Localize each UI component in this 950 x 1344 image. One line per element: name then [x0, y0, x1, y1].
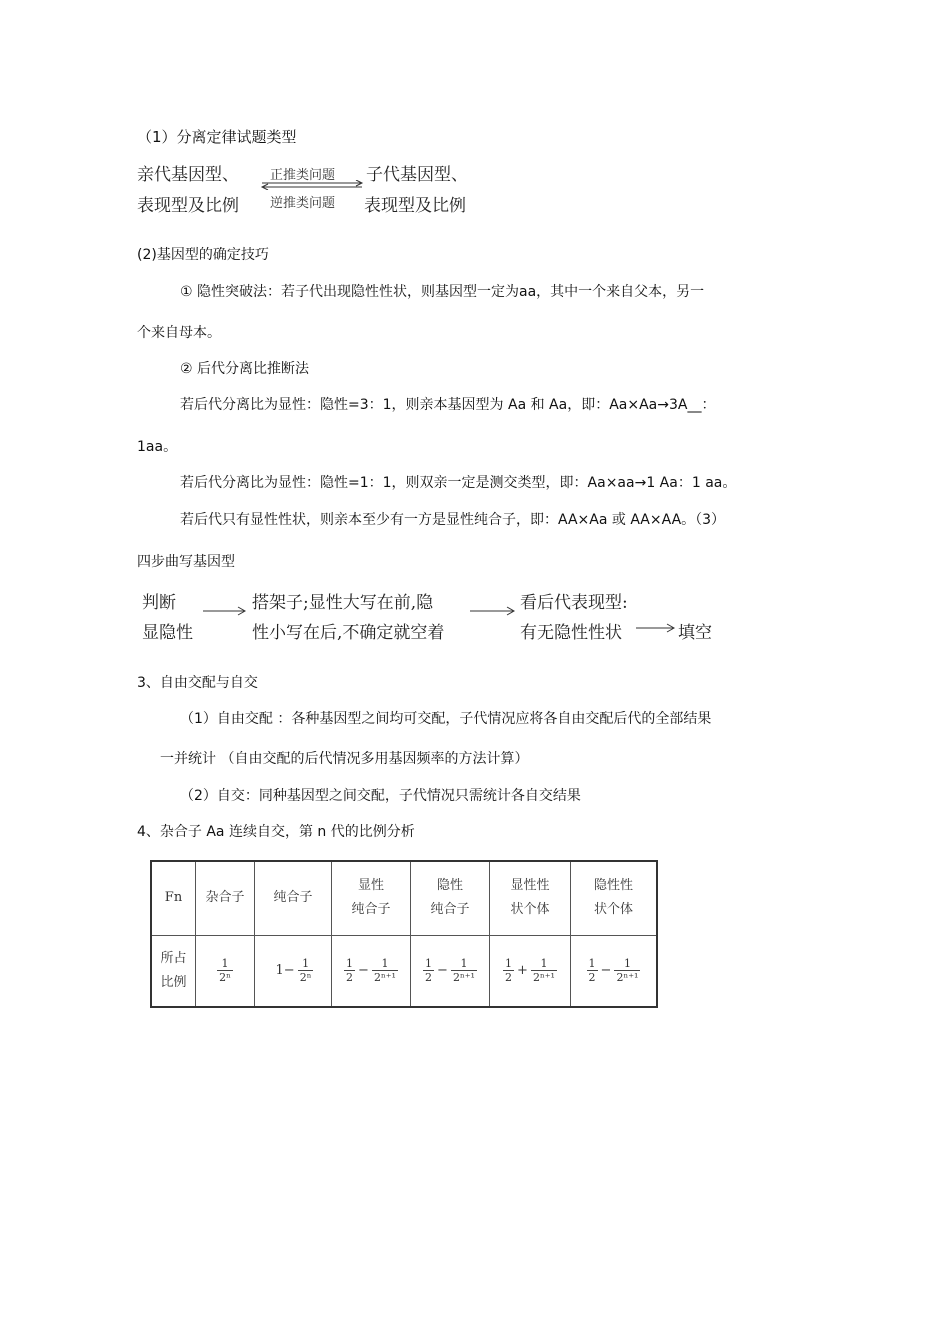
section-heading-1: （1）分离定律试题类型 [137, 128, 297, 146]
double-arrow-icon [258, 180, 366, 190]
step1-line1: 判断 [142, 593, 176, 613]
step3-line2: 有无隐性性状 [520, 623, 622, 643]
diagram-right-top: 子代基因型、 [366, 165, 468, 185]
arrow-right-icon [470, 606, 516, 616]
paragraph: 一并统计 （自由交配的后代情况多用基因频率的方法计算） [160, 751, 529, 767]
table-cell [411, 861, 490, 935]
table-cell: $\frac{1}{2}$ + $\frac{1}{\text{2ⁿ⁺¹}}$ [490, 935, 571, 1007]
section-heading-4: 3、自由交配与自交 [137, 675, 258, 691]
table-cell: 纯合子 [255, 861, 332, 935]
table-cell-line: 纯合子 [351, 902, 391, 918]
table-cell [332, 861, 411, 935]
diagram-left-bottom: 表现型及比例 [137, 196, 239, 216]
section-heading-2: (2)基因型的确定技巧 [137, 247, 269, 263]
table-header-row [151, 861, 657, 935]
step2-line1: 搭架子;显性大写在前,隐 [252, 593, 434, 613]
paragraph: ① 隐性突破法：若子代出现隐性性状，则基因型一定为aa，其中一个来自父本，另一 [180, 284, 705, 300]
table-cell [571, 861, 658, 935]
paragraph: 若后代分离比为显性：隐性=3：1，则亲本基因型为 Aa 和 Aa，即：Aa×Aa→3A__： [180, 397, 716, 413]
paragraph: 若后代只有显性性状，则亲本至少有一方是显性纯合子，即：AA×Aa 或 AA×AA。（3） [180, 512, 726, 528]
table-cell-line: 显性 [357, 878, 384, 894]
table-cell-line: 显性性 [510, 878, 550, 894]
paragraph: （2）自交：同种基因型之间交配，子代情况只需统计各自交结果 [180, 788, 581, 804]
paragraph: （1）自由交配 ：各种基因型之间均可交配，子代情况应将各自由交配后代的全部结果 [180, 711, 712, 727]
step1-line2: 显隐性 [142, 623, 193, 643]
table-cell: 1− $\frac{1}{\text{2ⁿ}}$ [255, 935, 332, 1007]
forward-label: 正推类问题 [270, 168, 336, 183]
paragraph: ② 后代分离比推断法 [180, 361, 310, 377]
step2-line2: 性小写在后,不确定就空着 [252, 623, 445, 643]
table-cell: $\frac{1}{2}$ − $\frac{1}{\text{2ⁿ⁺¹}}$ [411, 935, 490, 1007]
fraction: $\frac{1}{2}$ [505, 957, 513, 985]
ratio-table [150, 860, 658, 1008]
paragraph: 个来自母本。 [137, 325, 221, 341]
table-cell [490, 861, 571, 935]
diagram-left-top: 亲代基因型、 [137, 165, 239, 185]
fraction: $\frac{1}{\text{2ⁿ}}$ [219, 957, 231, 985]
step3-line1: 看后代表现型: [520, 593, 628, 613]
step4-label: 填空 [678, 623, 712, 643]
table-cell: 杂合子 [196, 861, 255, 935]
table-cell-line: 比例 [160, 974, 187, 990]
fraction: $\frac{1}{2}$ [346, 957, 354, 985]
diagram-right-bottom: 表现型及比例 [364, 196, 466, 216]
table-cell: $\frac{1}{2}$ − $\frac{1}{\text{2ⁿ⁺¹}}$ [571, 935, 658, 1007]
section-heading-3: 四步曲写基因型 [137, 554, 235, 570]
fraction: $\frac{1}{\text{2ⁿ}}$ [299, 957, 312, 985]
fraction: $\frac{1}{2}$ [588, 957, 596, 985]
section-heading-5: 4、杂合子 Aa 连续自交，第 n 代的比例分析 [137, 824, 415, 840]
table-cell [196, 935, 255, 1007]
fraction: $\frac{1}{\text{2ⁿ⁺¹}}$ [616, 957, 639, 985]
table-cell-line: 隐性性 [593, 878, 633, 894]
table-cell-line: 纯合子 [430, 902, 470, 918]
fraction: $\frac{1}{\text{2ⁿ⁺¹}}$ [532, 957, 555, 985]
arrow-right-icon [203, 606, 247, 616]
paragraph: 1aa。 [137, 439, 178, 455]
arrow-right-icon [636, 623, 676, 633]
paragraph: 若后代分离比为显性：隐性=1：1，则双亲一定是测交类型，即：Aa×aa→1 Aa：1 aa。 [180, 475, 737, 491]
table-cell: $\frac{1}{2}$ − $\frac{1}{\text{2ⁿ⁺¹}}$ [332, 935, 411, 1007]
table-cell-line: 状个体 [593, 902, 633, 918]
table-cell: Fn [151, 861, 196, 935]
table-cell-line: 状个体 [510, 902, 550, 918]
fraction: $\frac{1}{\text{2ⁿ⁺¹}}$ [452, 957, 475, 985]
table-cell-line: 所占 [160, 950, 187, 966]
table-cell [151, 935, 196, 1007]
table-cell-line: 隐性 [436, 878, 463, 894]
fraction: $\frac{1}{2}$ [425, 957, 433, 985]
table-row [151, 935, 657, 1007]
fraction: $\frac{1}{\text{2ⁿ⁺¹}}$ [373, 957, 396, 985]
backward-label: 逆推类问题 [270, 196, 336, 211]
